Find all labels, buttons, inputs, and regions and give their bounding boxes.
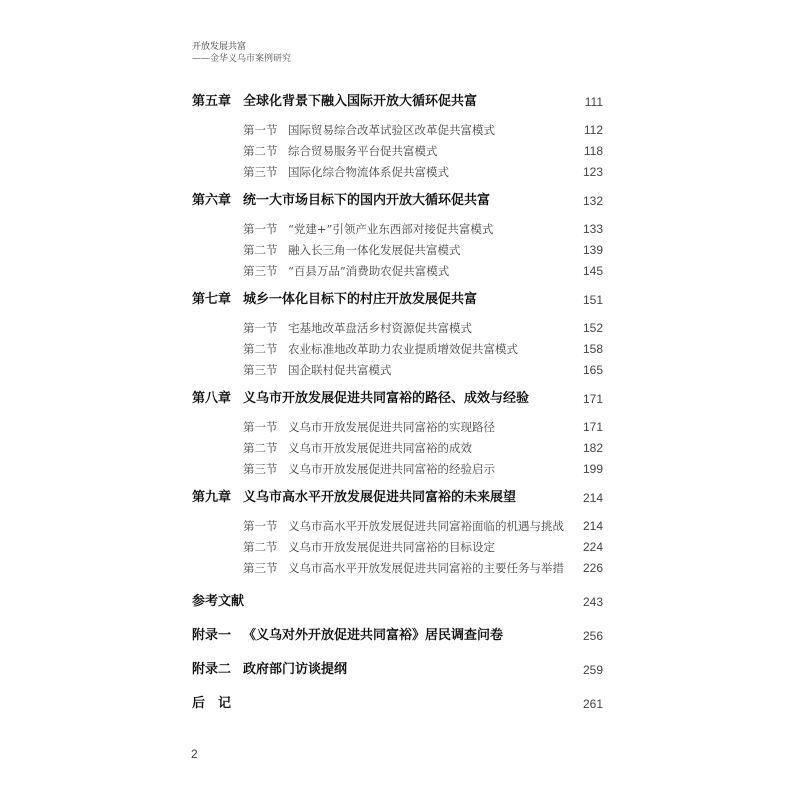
toc-page: 199 — [582, 462, 603, 476]
toc-title: 义乌市高水平开放发展促进共同富裕的未来展望 — [243, 490, 517, 505]
toc-label: 第二节 — [243, 144, 278, 158]
toc-title: 全球化背景下融入国际开放大循环促共富 — [243, 94, 478, 109]
toc-page: 259 — [582, 663, 603, 677]
toc-page: 243 — [582, 595, 603, 609]
toc-title: 农业标准地改革助力农业提质增效促共富模式 — [288, 342, 518, 356]
toc-page: 226 — [582, 561, 603, 575]
toc-section-row[interactable] — [192, 141, 603, 161]
toc-title: 政府部门访谈提纲 — [243, 662, 348, 677]
book-title: 开放发展共富 — [192, 42, 247, 52]
toc-title: 义乌市高水平开放发展促进共同富裕的主要任务与举措 — [288, 561, 564, 575]
toc-page: 132 — [582, 194, 603, 208]
running-header — [192, 41, 291, 65]
toc-page: 145 — [582, 264, 603, 278]
toc-title: 义乌市开放发展促进共同富裕的成效 — [288, 441, 472, 455]
toc-back-row[interactable] — [192, 592, 603, 612]
toc-section-row[interactable] — [192, 558, 603, 578]
toc-page: 151 — [582, 293, 603, 307]
toc-title: 综合贸易服务平台促共富模式 — [288, 144, 438, 158]
toc-label: 第九章 — [192, 490, 232, 505]
toc-page: 256 — [582, 629, 603, 643]
toc-title: 义乌市高水平开放发展促进共同富裕面临的机遇与挑战 — [288, 519, 564, 533]
toc-page: 224 — [582, 540, 603, 554]
toc-section-row[interactable] — [192, 438, 603, 458]
toc-label: 第六章 — [192, 193, 232, 208]
toc-label: 第一节 — [243, 321, 278, 335]
toc-page: 118 — [583, 144, 603, 158]
toc-label: 第一节 — [243, 222, 278, 236]
toc-label: 第一节 — [243, 519, 278, 533]
toc-section-row[interactable] — [192, 261, 603, 281]
toc-label: 第二节 — [243, 540, 278, 554]
toc-title: 国际化综合物流体系促共富模式 — [288, 165, 449, 179]
toc-label: 第一节 — [243, 420, 278, 434]
toc-label: 第三节 — [243, 561, 278, 575]
toc-label: 第五章 — [192, 94, 232, 109]
toc-label: 附录二 — [192, 662, 232, 677]
toc-section-row[interactable] — [192, 240, 603, 260]
toc-page: 158 — [582, 342, 603, 356]
toc-label: 第二节 — [243, 342, 278, 356]
toc-label: 附录一 — [192, 628, 232, 643]
toc-title: “党建+”引领产业东西部对接促共富模式 — [288, 222, 494, 236]
table-of-contents — [192, 92, 603, 714]
book-subtitle: ——金华义乌市案例研究 — [192, 54, 292, 64]
toc-title: 义乌市开放发展促进共同富裕的经验启示 — [288, 462, 495, 476]
toc-page: 139 — [582, 243, 603, 257]
toc-page: 182 — [582, 441, 603, 455]
toc-chapter-row[interactable] — [192, 488, 603, 508]
toc-title: 城乡一体化目标下的村庄开放发展促共富 — [243, 292, 478, 307]
toc-section-row[interactable] — [192, 459, 603, 479]
toc-section-row[interactable] — [192, 339, 603, 359]
page-number: 2 — [191, 747, 198, 761]
toc-label: 第三节 — [243, 165, 278, 179]
toc-section-row[interactable] — [192, 219, 603, 239]
toc-title: 国际贸易综合改革试验区改革促共富模式 — [288, 123, 495, 137]
toc-section-row[interactable] — [192, 120, 603, 140]
toc-chapter-row[interactable] — [192, 290, 603, 310]
toc-page: 152 — [582, 321, 603, 335]
toc-chapter-row[interactable] — [192, 191, 603, 211]
toc-page: 261 — [582, 697, 603, 711]
toc-title: 义乌市开放发展促进共同富裕的目标设定 — [288, 540, 495, 554]
toc-back-row[interactable] — [192, 660, 603, 680]
toc-title: 义乌市开放发展促进共同富裕的实现路径 — [288, 420, 495, 434]
toc-page: 165 — [582, 363, 603, 377]
toc-chapter-row[interactable] — [192, 92, 603, 112]
toc-label: 第八章 — [192, 391, 232, 406]
toc-label: 第三节 — [243, 462, 278, 476]
toc-page: 214 — [582, 491, 603, 505]
toc-page: 171 — [582, 392, 603, 406]
toc-label: 第三节 — [243, 363, 278, 377]
toc-page: 133 — [582, 222, 603, 236]
toc-title: “百县万品”消费助农促共富模式 — [288, 264, 450, 278]
toc-page: 214 — [582, 519, 603, 533]
toc-section-row[interactable] — [192, 516, 603, 536]
toc-label: 第二节 — [243, 441, 278, 455]
toc-label: 后 记 — [192, 696, 232, 711]
toc-label: 第一节 — [243, 123, 278, 137]
toc-section-row[interactable] — [192, 318, 603, 338]
toc-title: 统一大市场目标下的国内开放大循环促共富 — [243, 193, 491, 208]
toc-back-row[interactable] — [192, 694, 603, 714]
toc-label: 第二节 — [243, 243, 278, 257]
toc-back-row[interactable] — [192, 626, 603, 646]
toc-section-row[interactable] — [192, 417, 603, 437]
toc-section-row[interactable] — [192, 162, 603, 182]
toc-chapter-row[interactable] — [192, 389, 603, 409]
toc-section-row[interactable] — [192, 360, 603, 380]
toc-title: 宅基地改革盘活乡村资源促共富模式 — [288, 321, 472, 335]
toc-title: 《义乌对外开放促进共同富裕》居民调查问卷 — [243, 628, 504, 643]
toc-label: 参考文献 — [192, 594, 245, 609]
toc-title: 义乌市开放发展促进共同富裕的路径、成效与经验 — [243, 391, 530, 406]
toc-title: 融入长三角一体化发展促共富模式 — [288, 243, 461, 257]
toc-section-row[interactable] — [192, 537, 603, 557]
toc-page: 171 — [582, 420, 603, 434]
toc-page: 112 — [583, 123, 603, 137]
toc-title: 国企联村促共富模式 — [288, 363, 392, 377]
toc-page: 123 — [582, 165, 603, 179]
toc-label: 第三节 — [243, 264, 278, 278]
toc-page: 111 — [584, 95, 603, 109]
toc-label: 第七章 — [192, 292, 232, 307]
